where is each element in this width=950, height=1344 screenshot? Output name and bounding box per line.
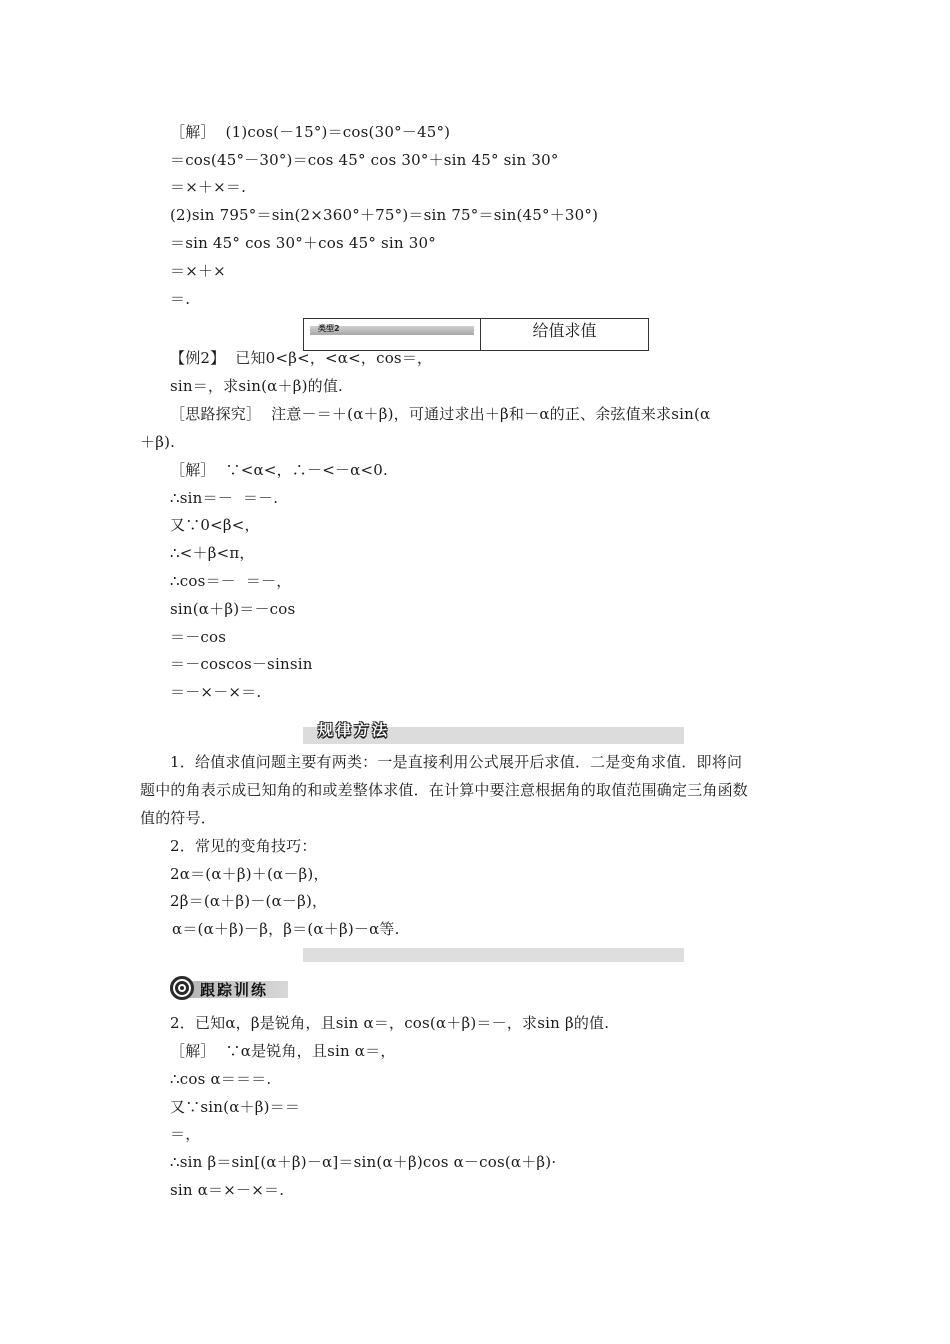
- example2-line-2: sin＝，求sin(α＋β)的值.: [170, 377, 343, 395]
- method-banner-title: 规律方法: [318, 721, 391, 739]
- type-tag-label: 类型2: [318, 324, 340, 333]
- solution1-line-2: ＝cos(45°－30°)＝cos 45° cos 30°＋sin 45° sin 30°: [170, 151, 559, 169]
- tracking-line-5: ＝，: [170, 1125, 201, 1143]
- example2-line-6: ∴sin＝－ ＝－.: [170, 489, 279, 507]
- solution1-line-1: ［解］ (1)cos(－15°)＝cos(30°－45°): [170, 123, 451, 141]
- example2-line-5: ［解］ ∵<α<，∴－<－α<0.: [170, 461, 388, 479]
- example2-line-3: ［思路探究］ 注意－＝＋(α＋β)，可通过求出＋β和－α的正、余弦值来求sin(α: [170, 405, 711, 423]
- solution1-line-5: ＝sin 45° cos 30°＋cos 45° sin 30°: [170, 234, 436, 252]
- tracking-line-4: 又∵sin(α＋β)＝＝: [170, 1098, 301, 1116]
- example2-line-4: ＋β).: [140, 433, 176, 451]
- method-line-1: 1．给值求值问题主要有两类：一是直接利用公式展开后求值．二是变角求值．即将问: [170, 753, 743, 771]
- type-banner: [303, 318, 649, 351]
- solution1-line-4: (2)sin 795°＝sin(2×360°＋75°)＝sin 75°＝sin(45°＋30°): [170, 206, 599, 224]
- example2-line-1: 【例2】 已知0<β<，<α<，cos＝，: [170, 349, 433, 367]
- method-line-5: 2α＝(α＋β)＋(α－β)，: [170, 865, 329, 883]
- type-tag: [304, 319, 481, 350]
- example2-line-13: ＝－×－×＝.: [170, 683, 262, 701]
- example2-line-10: sin(α＋β)＝－cos: [170, 600, 296, 618]
- tracking-line-7: sin α＝×－×＝.: [170, 1181, 285, 1199]
- solution1-line-3: ＝×＋×＝.: [170, 178, 247, 196]
- tracking-line-6: ∴sin β＝sin[(α＋β)－α]＝sin(α＋β)cos α－cos(α＋β)·: [170, 1153, 557, 1171]
- solution1-line-6: ＝×＋×: [170, 262, 226, 280]
- method-line-4: 2．常见的变角技巧：: [170, 837, 317, 855]
- method-divider: [303, 948, 684, 962]
- solution1-line-7: ＝.: [170, 290, 191, 308]
- tracking-line-1: 2．已知α，β是锐角，且sin α＝，cos(α＋β)＝－，求sin β的值.: [170, 1014, 610, 1032]
- example2-line-12: ＝－coscos－sinsin: [170, 655, 313, 673]
- example2-line-11: ＝－cos: [170, 628, 227, 646]
- example2-line-8: ∴<＋β<π，: [170, 544, 255, 562]
- tracking-banner: [170, 976, 288, 1002]
- target-icon: [170, 976, 194, 1000]
- method-line-7: α＝(α＋β)－β，β＝(α＋β)－α等.: [172, 920, 400, 938]
- method-line-2: 题中的角表示成已知角的和或差整体求值．在计算中要注意根据角的取值范围确定三角函数: [140, 781, 749, 799]
- type-title: 给值求值: [532, 321, 597, 340]
- example2-line-9: ∴cos＝－ ＝－，: [170, 572, 292, 590]
- tracking-line-3: ∴cos α＝＝＝.: [170, 1070, 272, 1088]
- tracking-line-2: ［解］ ∵α是锐角，且sin α＝，: [170, 1042, 396, 1060]
- method-line-3: 值的符号．: [140, 809, 217, 827]
- method-line-6: 2β＝(α＋β)－(α－β)，: [170, 892, 328, 910]
- tracking-banner-title: 跟踪训练: [200, 981, 269, 999]
- example2-line-7: 又∵0<β<，: [170, 516, 260, 534]
